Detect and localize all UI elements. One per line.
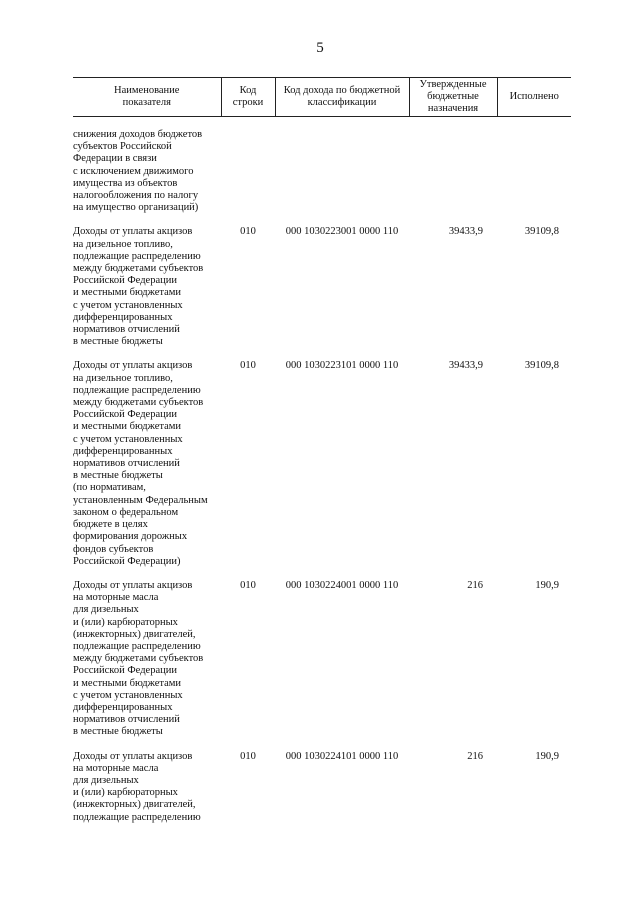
cell-approved-budget: 39433,9 — [448, 226, 483, 238]
indicator-name-line: с учетом установленных — [73, 689, 183, 701]
indicator-name-line: на моторные масла — [73, 762, 159, 774]
indicator-name-line: субъектов Российской — [73, 141, 172, 153]
cell-income-code — [275, 117, 409, 215]
indicator-name-line: для дизельных — [73, 604, 139, 616]
indicator-name-line: и местными бюджетами — [73, 421, 182, 433]
cell-approved-budget — [409, 117, 497, 215]
indicator-name-line: формирования дорожных — [73, 531, 188, 543]
indicator-name-line: нормативов отчислений — [73, 324, 180, 336]
page-number: 5 — [316, 40, 324, 56]
header-text-line: Код — [239, 85, 257, 96]
indicator-name-line: дифференцированных — [73, 311, 173, 323]
cell-executed: 39109,8 — [524, 226, 559, 238]
cell-approved-budget: 39433,9 — [448, 360, 483, 372]
cell-indicator-name — [73, 117, 221, 215]
indicator-name-line: между бюджетами субъектов — [73, 397, 204, 409]
indicator-name-line: Доходы от уплаты акцизов — [73, 579, 193, 591]
indicator-name-line: Доходы от уплаты акцизов — [73, 226, 193, 238]
table-row — [73, 117, 571, 215]
header-approved-budget — [409, 78, 497, 117]
cell-line-code: 010 — [240, 360, 256, 372]
indicator-name-line: и местными бюджетами — [73, 287, 182, 299]
cell-indicator-name — [73, 739, 221, 824]
cell-income-code: 000 1030223101 0000 110 — [285, 360, 399, 372]
header-text-line: Код дохода по бюджетной — [283, 85, 401, 96]
indicator-name-line: и местными бюджетами — [73, 677, 182, 689]
cell-approved-budget: 216 — [467, 750, 483, 762]
header-text-line: показателя — [122, 97, 171, 108]
indicator-name-line: Российской Федерации — [73, 409, 177, 421]
indicator-name-line: для дизельных — [73, 774, 139, 786]
header-income-code — [275, 78, 409, 117]
indicator-name-line: налогообложения по налогу — [73, 190, 199, 202]
header-text-line: строки — [232, 97, 264, 108]
indicator-name-line: снижения доходов бюджетов — [73, 129, 203, 140]
table-row — [73, 739, 571, 824]
budget-execution-table — [73, 77, 571, 824]
cell-indicator-name — [73, 214, 221, 348]
indicator-name-line: Федерации в связи — [73, 153, 157, 165]
indicator-name-line: Доходы от уплаты акцизов — [73, 750, 193, 762]
indicator-name-line: (инжекторных) двигателей, — [73, 799, 196, 811]
cell-executed: 190,9 — [535, 750, 559, 762]
indicator-name-line: в местные бюджеты — [73, 726, 163, 738]
indicator-name-line: на дизельное топливо, — [73, 238, 173, 250]
header-text-line: назначения — [427, 103, 479, 114]
cell-line-code: 010 — [240, 579, 256, 591]
indicator-name-line: с исключением движимого — [73, 165, 194, 177]
indicator-name-line: Российской Федерации — [73, 275, 177, 287]
header-indicator-name — [73, 78, 221, 117]
header-text-line: Утвержденные — [419, 79, 487, 90]
header-line-code — [221, 78, 275, 117]
indicator-name-line: (инжекторных) двигателей, — [73, 628, 196, 640]
indicator-name-line: в местные бюджеты — [73, 470, 163, 482]
cell-line-code — [221, 117, 275, 215]
indicator-name-line: подлежащие распределению — [73, 640, 201, 652]
indicator-name-line: и (или) карбюраторных — [73, 787, 178, 799]
indicator-name-line: имущества из объектов — [73, 177, 178, 189]
indicator-name-line: подлежащие распределению — [73, 250, 201, 262]
cell-executed — [497, 117, 571, 215]
cell-line-code: 010 — [240, 226, 256, 238]
indicator-name-line: подлежащие распределению — [73, 811, 201, 823]
indicator-name-line: с учетом установленных — [73, 433, 183, 445]
indicator-name-line: дифференцированных — [73, 701, 173, 713]
indicator-name-line: на моторные масла — [73, 592, 159, 604]
indicator-name-line: законом о федеральном — [73, 506, 179, 518]
indicator-name-line: на имущество организаций) — [73, 202, 199, 214]
table-body — [73, 117, 571, 824]
header-text-line: Исполнено — [509, 91, 559, 102]
cell-income-code: 000 1030223001 0000 110 — [285, 226, 399, 238]
indicator-name-line: нормативов отчислений — [73, 714, 180, 726]
header-text-line: бюджетные — [427, 91, 479, 102]
table-row — [73, 214, 571, 348]
indicator-name-line: фондов субъектов — [73, 543, 154, 555]
cell-approved-budget: 216 — [467, 579, 483, 591]
indicator-name-line: в местные бюджеты — [73, 336, 163, 348]
indicator-name-line: между бюджетами субъектов — [73, 263, 204, 275]
indicator-name-line: подлежащие распределению — [73, 384, 201, 396]
cell-indicator-name — [73, 348, 221, 567]
indicator-name-line: дифференцированных — [73, 445, 173, 457]
table-row — [73, 348, 571, 567]
table-row — [73, 568, 571, 739]
cell-line-code: 010 — [240, 750, 256, 762]
cell-indicator-name — [73, 568, 221, 739]
cell-income-code: 000 1030224101 0000 110 — [285, 750, 399, 762]
indicator-name-line: и (или) карбюраторных — [73, 616, 178, 628]
cell-executed: 190,9 — [535, 579, 559, 591]
cell-income-code: 000 1030224001 0000 110 — [285, 579, 399, 591]
indicator-name-line: между бюджетами субъектов — [73, 653, 204, 665]
cell-executed: 39109,8 — [524, 360, 559, 372]
header-text-line: Наименование — [114, 85, 180, 96]
indicator-name-line: Российской Федерации — [73, 665, 177, 677]
indicator-name-line: бюджете в целях — [73, 519, 148, 531]
header-executed — [497, 78, 571, 117]
table-header-row — [73, 78, 571, 117]
indicator-name-line: Доходы от уплаты акцизов — [73, 360, 193, 372]
header-text-line: классификации — [307, 97, 377, 108]
indicator-name-line: установленным Федеральным — [73, 494, 208, 506]
indicator-name-line: с учетом установленных — [73, 299, 183, 311]
indicator-name-line: нормативов отчислений — [73, 458, 180, 470]
indicator-name-line: на дизельное топливо, — [73, 372, 173, 384]
indicator-name-line: (по нормативам, — [73, 482, 146, 494]
indicator-name-line: Российской Федерации) — [73, 555, 181, 567]
